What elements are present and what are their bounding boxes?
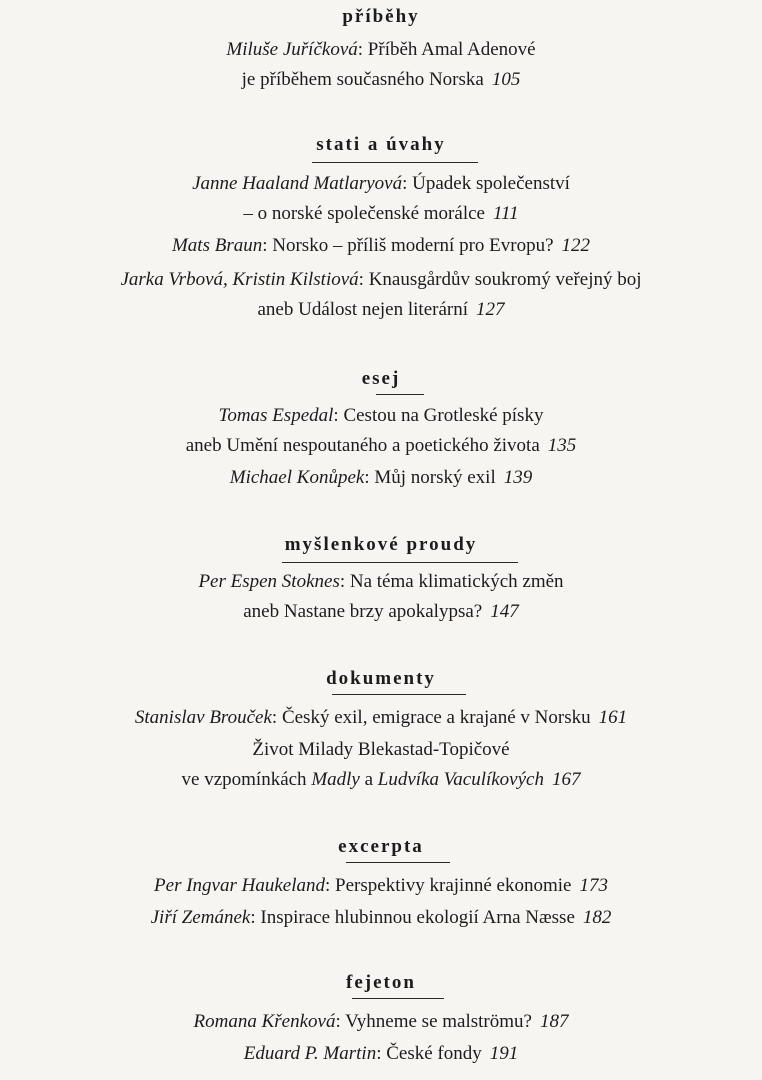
section-title-dokumenty: dokumenty — [0, 668, 762, 690]
entry-title: Norsko – příliš moderní pro Evropu? — [272, 235, 554, 256]
section-title-pribehy: příběhy — [342, 6, 420, 27]
section-title-myslenkove-proudy: myšlenkové proudy — [0, 534, 762, 556]
section-underline — [312, 162, 478, 163]
toc-entry: Mats Braun: Norsko – příliš moderní pro Evropu? 122 — [171, 235, 591, 256]
entry-page-number: 135 — [547, 435, 577, 456]
toc-entry: Michael Konůpek: Můj norský exil 139 — [229, 467, 533, 488]
toc-entry: Romana Křenková: Vyhneme se malströmu? 187 — [193, 1011, 569, 1032]
toc-entry: Per Ingvar Haukeland: Perspektivy krajinné ekonomie 173 — [154, 875, 608, 896]
entry-author: Jarka Vrbová, Kristin Kilstiová — [120, 269, 359, 290]
toc-entry: Stanislav Brouček: Český exil, emigrace a krajané v Norsku 161 — [134, 707, 628, 728]
entry-page-number: 122 — [561, 235, 591, 256]
section-underline — [346, 862, 450, 863]
section-title-esej: esej — [0, 368, 762, 390]
section-underline — [332, 694, 466, 695]
toc-entry-continuation — [0, 768, 762, 792]
entry-title: Úpadek společenství — [412, 173, 570, 194]
entry-author: Michael Konůpek — [229, 467, 365, 488]
entry-page-number: 161 — [598, 707, 628, 728]
entry-page-number: 147 — [490, 601, 519, 622]
toc-entry: Per Espen Stoknes: Na téma klimatických změn — [198, 571, 564, 592]
entry-page-number: 111 — [492, 203, 519, 224]
section-title-excerpta: excerpta — [0, 836, 762, 858]
entry-title: aneb Umění nespoutaného a poetického života — [185, 435, 540, 456]
entry-title: – o norské společenské morálce — [243, 203, 485, 224]
toc-entry-continuation — [0, 202, 762, 226]
toc-entry: Jiří Zemánek: Inspirace hlubinnou ekologií Arna Næsse 182 — [150, 907, 612, 928]
entry-author: Janne Haaland Matlaryová — [192, 173, 403, 194]
toc-entry-continuation — [0, 68, 762, 92]
entry-page-number: 187 — [539, 1011, 569, 1032]
entry-title: Perspektivy krajinné ekonomie — [335, 875, 572, 896]
entry-title: aneb Událost nejen literární — [257, 299, 468, 320]
section-underline — [282, 562, 518, 563]
entry-author: Jiří Zemánek — [150, 907, 251, 928]
section-underline — [352, 998, 444, 999]
entry-title: ve vzpomínkách — [181, 769, 312, 790]
section-underline — [376, 394, 424, 395]
entry-author: Romana Křenková — [193, 1011, 336, 1032]
entry-page-number: 182 — [582, 907, 612, 928]
entry-title: Cestou na Grotleské písky — [343, 405, 544, 426]
entry-page-number: 139 — [503, 467, 533, 488]
entry-title: Příběh Amal Adenové — [367, 39, 536, 60]
section-title-stati-a-uvahy: stati a úvahy — [0, 134, 762, 156]
toc-entry-continuation — [0, 434, 762, 458]
entry-title-italic: Ludvíka Vaculíkových — [377, 769, 544, 790]
entry-author: Mats Braun — [171, 235, 263, 256]
entry-page-number: 167 — [551, 769, 581, 790]
entry-title: Vyhneme se malströmu? — [345, 1011, 532, 1032]
entry-page-number: 173 — [579, 875, 608, 896]
entry-title: Můj norský exil — [374, 467, 496, 488]
toc-entry: Miluše Juříčková: Příběh Amal Adenové — [226, 39, 536, 60]
entry-title-italic: Madly — [311, 769, 360, 790]
entry-title: Na téma klimatických změn — [349, 571, 564, 592]
entry-title: a — [359, 769, 378, 790]
toc-entry: Janne Haaland Matlaryová: Úpadek společenství — [192, 173, 570, 194]
entry-page-number: 127 — [476, 299, 505, 320]
toc-entry — [0, 738, 762, 762]
toc-entry-continuation — [0, 298, 762, 322]
entry-title: České fondy — [386, 1043, 482, 1064]
entry-author: Eduard P. Martin — [243, 1043, 377, 1064]
entry-page-number: 191 — [489, 1043, 519, 1064]
entry-title: Život Milady Blekastad-Topičové — [252, 739, 510, 760]
toc-entry: Eduard P. Martin: České fondy 191 — [243, 1043, 519, 1064]
entry-author: Miluše Juříčková — [226, 39, 358, 60]
entry-author: Per Ingvar Haukeland — [154, 875, 326, 896]
entry-title: Knausgårdův soukromý veřejný boj — [368, 269, 642, 290]
entry-author: Per Espen Stoknes — [198, 571, 340, 592]
toc-entry: Tomas Espedal: Cestou na Grotleské písky — [218, 405, 544, 426]
toc-entry-continuation — [0, 600, 762, 624]
entry-title: Inspirace hlubinnou ekologií Arna Næsse — [260, 907, 575, 928]
entry-title: Český exil, emigrace a krajané v Norsku — [281, 707, 591, 728]
entry-author: Stanislav Brouček — [134, 707, 272, 728]
entry-title: aneb Nastane brzy apokalypsa? — [243, 601, 483, 622]
entry-title: je příběhem současného Norska — [241, 69, 484, 90]
entry-page-number: 105 — [491, 69, 521, 90]
entry-author: Tomas Espedal — [218, 405, 334, 426]
toc-entry: Jarka Vrbová, Kristin Kilstiová: Knausgårdův soukromý veřejný boj — [120, 269, 642, 290]
section-title-fejeton: fejeton — [0, 972, 762, 994]
